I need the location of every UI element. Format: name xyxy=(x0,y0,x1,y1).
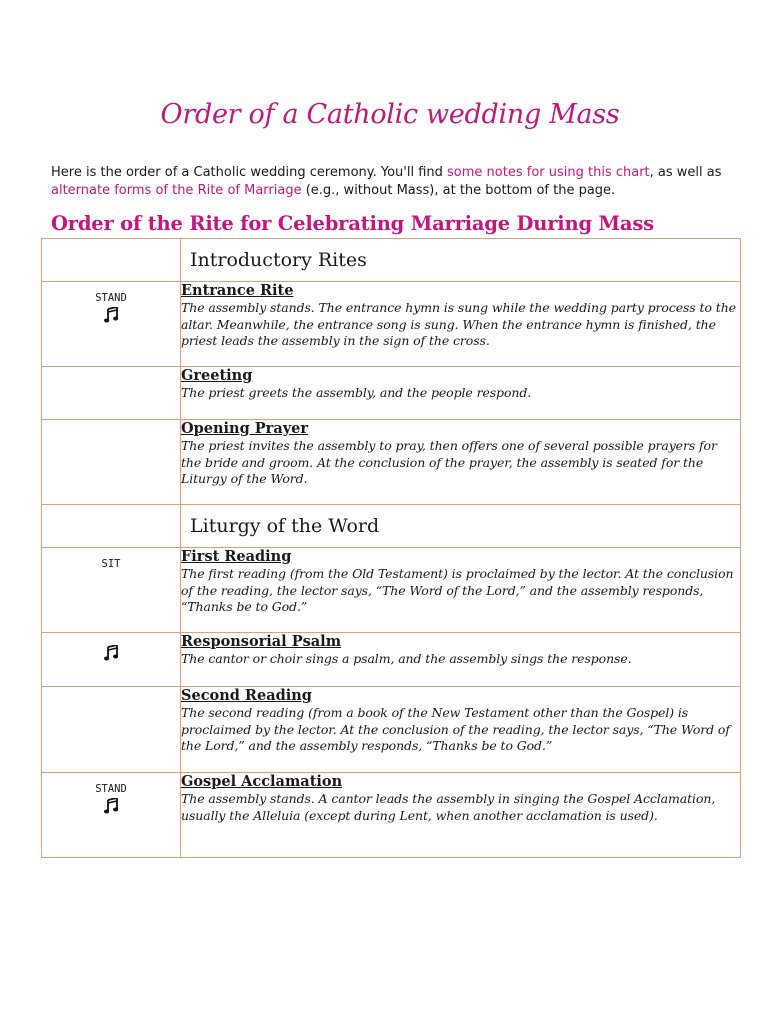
item-title: First Reading xyxy=(181,548,292,565)
item-title: Opening Prayer xyxy=(181,420,309,437)
section-label: Introductory Rites xyxy=(190,249,367,271)
cue-cell xyxy=(42,420,181,505)
item-description: The second reading (from a book of the New Testament other than the Gospel) is proclaimed by the lector. At the conclusion of the reading, the lector says, “The Word of the Lord,” and the assembly responds, “Thanks be to God.” xyxy=(181,705,730,753)
page-title: Order of a Catholic wedding Mass xyxy=(160,99,620,130)
intro-text: Here is the order of a Catholic wedding ceremony. You'll find xyxy=(51,165,448,180)
content-cell xyxy=(181,367,741,420)
music-note-icon xyxy=(104,307,118,323)
item-description: The cantor or choir sings a psalm, and the assembly sings the response. xyxy=(181,651,632,666)
notes-link[interactable]: some notes for using this chart xyxy=(447,165,650,180)
table-row xyxy=(42,548,741,633)
music-note-icon xyxy=(104,798,118,814)
alternate-forms-link[interactable]: alternate forms of the Rite of Marriage xyxy=(51,183,302,198)
posture-label: SIT xyxy=(101,558,121,570)
posture-label: STAND xyxy=(95,292,127,304)
content-cell xyxy=(181,633,741,687)
cue-cell xyxy=(42,548,181,633)
table-row xyxy=(42,687,741,773)
cue-cell xyxy=(42,367,181,420)
table-row xyxy=(42,282,741,367)
item-description: The priest invites the assembly to pray, then offers one of several possible prayers for the bride and groom. At the conclusion of the prayer, the assembly is seated for the Liturgy of the Word. xyxy=(181,438,717,486)
section-label: Liturgy of the Word xyxy=(190,515,380,537)
table-row xyxy=(42,633,741,687)
item-description: The priest greets the assembly, and the people respond. xyxy=(181,385,532,400)
table-row xyxy=(42,420,741,505)
item-title: Second Reading xyxy=(181,687,312,704)
content-cell xyxy=(181,687,741,773)
content-cell xyxy=(181,239,741,282)
table-row xyxy=(42,773,741,858)
section-heading: Order of the Rite for Celebrating Marriage During Mass xyxy=(51,212,654,235)
intro-paragraph xyxy=(51,164,741,200)
music-note-icon xyxy=(104,645,118,661)
item-title: Entrance Rite xyxy=(181,282,294,299)
posture-label: STAND xyxy=(95,783,127,795)
content-cell xyxy=(181,505,741,548)
cue-cell xyxy=(42,773,181,858)
content-cell xyxy=(181,420,741,505)
item-title: Gospel Acclamation xyxy=(181,773,343,790)
item-description: The first reading (from the Old Testament) is proclaimed by the lector. At the conclusion of the reading, the lector says, “The Word of the Lord,” and the assembly responds, “Thanks be to God.” xyxy=(181,566,734,614)
intro-text: , as well as xyxy=(649,165,722,180)
cue-cell xyxy=(42,505,181,548)
cue-cell xyxy=(42,633,181,687)
cue-cell xyxy=(42,239,181,282)
table-row xyxy=(42,367,741,420)
intro-text: (e.g., without Mass), at the bottom of the page. xyxy=(301,183,616,198)
item-title: Responsorial Psalm xyxy=(181,633,342,650)
cue-cell xyxy=(42,687,181,773)
item-description: The assembly stands. A cantor leads the assembly in singing the Gospel Acclamation, usually the Alleluia (except during Lent, when another acclamation is used). xyxy=(181,791,716,823)
content-cell xyxy=(181,282,741,367)
table-row xyxy=(42,505,741,548)
cue-cell xyxy=(42,282,181,367)
content-cell xyxy=(181,773,741,858)
content-cell xyxy=(181,548,741,633)
table-row xyxy=(42,239,741,282)
item-description: The assembly stands. The entrance hymn is sung while the wedding party process to the altar. Meanwhile, the entrance song is sung. When the entrance hymn is finished, the priest leads the assembly in the sign of the cross. xyxy=(181,300,736,348)
rite-order-table xyxy=(41,238,741,858)
item-title: Greeting xyxy=(181,367,253,384)
